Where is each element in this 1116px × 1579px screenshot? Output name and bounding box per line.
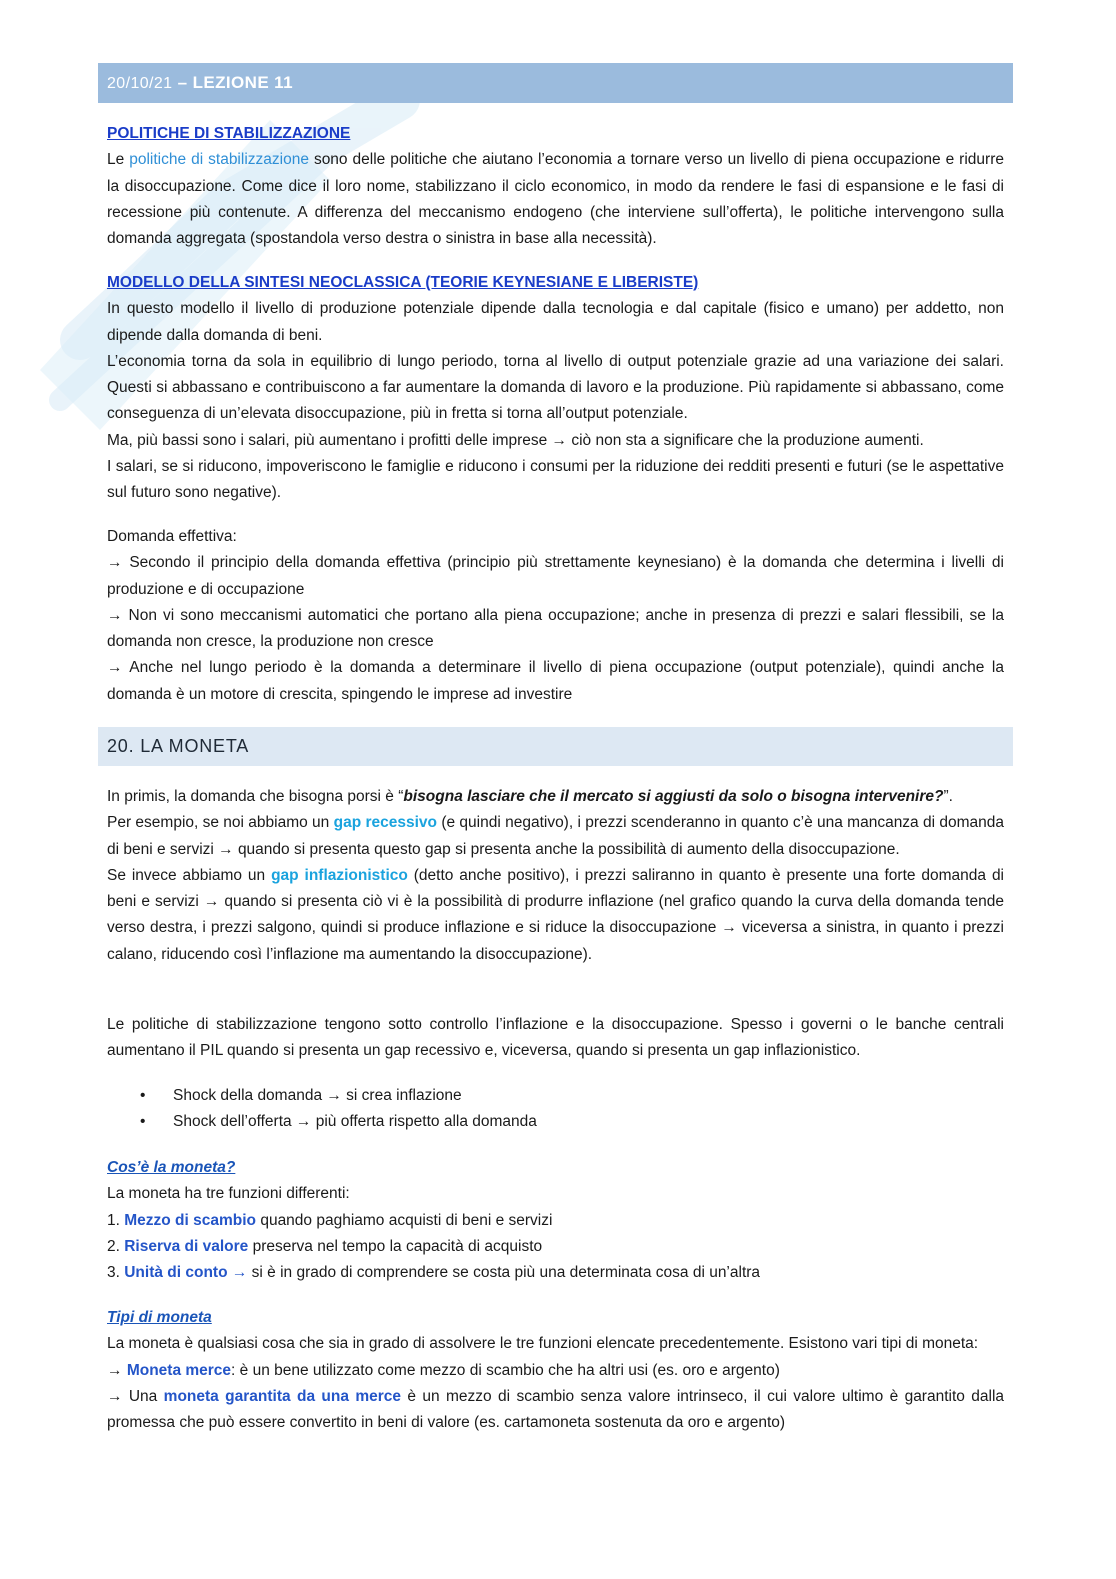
money-types-heading: Tipi di moneta — [107, 1309, 212, 1326]
shock-list-item: • Shock della domanda → si crea inflazione — [107, 1083, 1004, 1109]
question-paragraph: In primis, la domanda che bisogna porsi è “bisogna lasciare che il mercato si aggiusti da solo o bisogna intervenire?”. — [107, 788, 953, 805]
section-stabilization — [107, 121, 1004, 252]
lesson-title: LEZIONE 11 — [192, 73, 293, 92]
shock-list-item: • Shock dell’offerta → più offerta rispetto alla domanda — [107, 1109, 1004, 1135]
key-question: bisogna lasciare che il mercato si aggiusti da solo o bisogna intervenire? — [403, 788, 944, 805]
lesson-separator: – — [172, 73, 193, 92]
neoclassical-paragraph-3: Ma, più bassi sono i salari, più aumentano i profitti delle imprese → ciò non sta a significare che la produzione aumenti. — [107, 431, 924, 449]
section-what-is-money — [107, 1155, 1004, 1286]
function-item: 1. Mezzo di scambio quando paghiamo acquisti di beni e servizi — [107, 1211, 553, 1229]
function-term: Mezzo di scambio — [124, 1211, 257, 1229]
money-types-intro: La moneta è qualsiasi cosa che sia in grado di assolvere le tre funzioni elencate precedentemente. Esistono vari tipi di moneta: — [107, 1335, 979, 1353]
effective-demand-title: Domanda effettiva: — [107, 528, 237, 545]
stabilization-term: politiche di stabilizzazione — [129, 151, 309, 169]
recessive-gap-term: gap recessivo — [333, 814, 438, 832]
stabilization-heading: POLITICHE DI STABILIZZAZIONE — [107, 125, 351, 142]
section-header-moneta: 20. LA MONETA — [98, 727, 1013, 766]
effective-demand-item: → Anche nel lungo periodo è la domanda a determinare il livello di piena occupazione (output potenziale), quindi anche la domanda è un motore di crescita, spingendo le imprese ad investire — [107, 659, 1004, 703]
effective-demand-item: → Secondo il principio della domanda effettiva (principio più strettamente keynesiano) è la domanda che determina i livelli di produzione e di occupazione — [107, 554, 1004, 598]
section-gaps — [107, 784, 1004, 968]
recessive-gap-paragraph: Per esempio, se noi abbiamo un gap recessivo (e quindi negativo), i prezzi scenderanno in quanto c’è una mancanza di domanda di beni e servizi → quando si presenta questo gap si presenta anche la possibilità di aumento della disoccupazione. — [107, 814, 1004, 858]
section-effective-demand — [107, 524, 1004, 708]
what-is-money-heading: Cos’è la moneta? — [107, 1159, 236, 1176]
effective-demand-item: → Non vi sono meccanismi automatici che portano alla piena occupazione; anche in presenza di prezzi e salari flessibili, se la domanda non cresce, la produzione non cresce — [107, 606, 1004, 651]
stabilization-paragraph: Le politiche di stabilizzazione sono delle politiche che aiutano l’economia a tornare verso un livello di piena occupazione e ridurre la disoccupazione. Come dice il loro nome, stabilizzano il ciclo economico, in modo da rendere le fasi di espansione e le fasi di recessione più contenute. A differenza del meccanismo endogeno (che interviene sull’offerta), le politiche intervengono sulla domanda aggregata (spostandola verso destra o sinistra in base alla necessità). — [107, 151, 1004, 248]
neoclassical-paragraph-1: In questo modello il livello di produzione potenziale dipende dalla tecnologia e dal capitale (fisico e umano) per addetto, non dipende dalla domanda di beni. — [107, 300, 1004, 344]
money-type-term: moneta garantita da una merce — [163, 1387, 402, 1405]
inflationary-gap-term: gap inflazionistico — [271, 866, 408, 884]
section-neoclassical-model — [107, 270, 1004, 507]
function-term: Riserva di valore — [124, 1237, 249, 1255]
section-stabilization-policies — [107, 1012, 1004, 1065]
neoclassical-heading: MODELLO DELLA SINTESI NEOCLASSICA (TEORIE KEYNESIANE E LIBERISTE) — [107, 274, 699, 291]
function-term: Unità di conto → — [124, 1264, 248, 1282]
money-type-item: → Moneta merce: è un bene utilizzato come mezzo di scambio che ha altri usi (es. oro e argento) — [107, 1361, 780, 1379]
inflationary-gap-paragraph: Se invece abbiamo un gap inflazionistico (detto anche positivo), i prezzi saliranno in quanto è presente una forte domanda di beni e servizi → quando si presenta ciò vi è la possibilità di produrre inflazione (nel grafico quando la curva della domanda tende verso destra, i prezzi salgono, quindi si produce inflazione e si riduce la disoccupazione → viceversa a sinistra, in quanto i prezzi calano, riducendo così l’inflazione ma aumentando la disoccupazione). — [107, 866, 1005, 963]
neoclassical-paragraph-2: L’economia torna da sola in equilibrio di lungo periodo, torna al livello di output potenziale grazie ad una variazione dei salari. Questi si abbassano e contribuiscono a far aumentare la domanda di lavoro e la produzione. Più rapidamente si abbassano, come conseguenza di un’elevata disoccupazione, più in fretta si torna all’output potenziale. — [107, 352, 1004, 423]
neoclassical-paragraph-4: I salari, se si riducono, impoveriscono le famiglie e riducono i consumi per la riduzione dei redditi presenti e futuri (se le aspettative sul futuro sono negative). — [107, 458, 1004, 502]
function-item: 3. Unità di conto → si è in grado di comprendere se costa più una determinata cosa di un’altra — [107, 1264, 761, 1282]
section-money-types — [107, 1305, 1004, 1436]
shock-list — [107, 1083, 1004, 1136]
money-type-term: Moneta merce — [126, 1361, 232, 1379]
function-item: 2. Riserva di valore preserva nel tempo la capacità di acquisto — [107, 1237, 543, 1255]
money-type-item: → Una moneta garantita da una merce è un mezzo di scambio senza valore intrinseco, il cui valore ultimo è garantito dalla promessa che può essere convertito in beni di valore (es. cartamoneta sostenuta da oro e argento) — [107, 1387, 1005, 1432]
policies-paragraph: Le politiche di stabilizzazione tengono sotto controllo l’inflazione e la disoccupazione. Spesso i governi o le banche centrali aumentano il PIL quando si presenta un gap recessivo e, viceversa, quando si presenta un gap inflazionistico. — [107, 1016, 1004, 1060]
functions-intro: La moneta ha tre funzioni differenti: — [107, 1185, 350, 1203]
lesson-date: 20/10/21 — [107, 75, 173, 92]
lesson-header — [98, 63, 1013, 103]
